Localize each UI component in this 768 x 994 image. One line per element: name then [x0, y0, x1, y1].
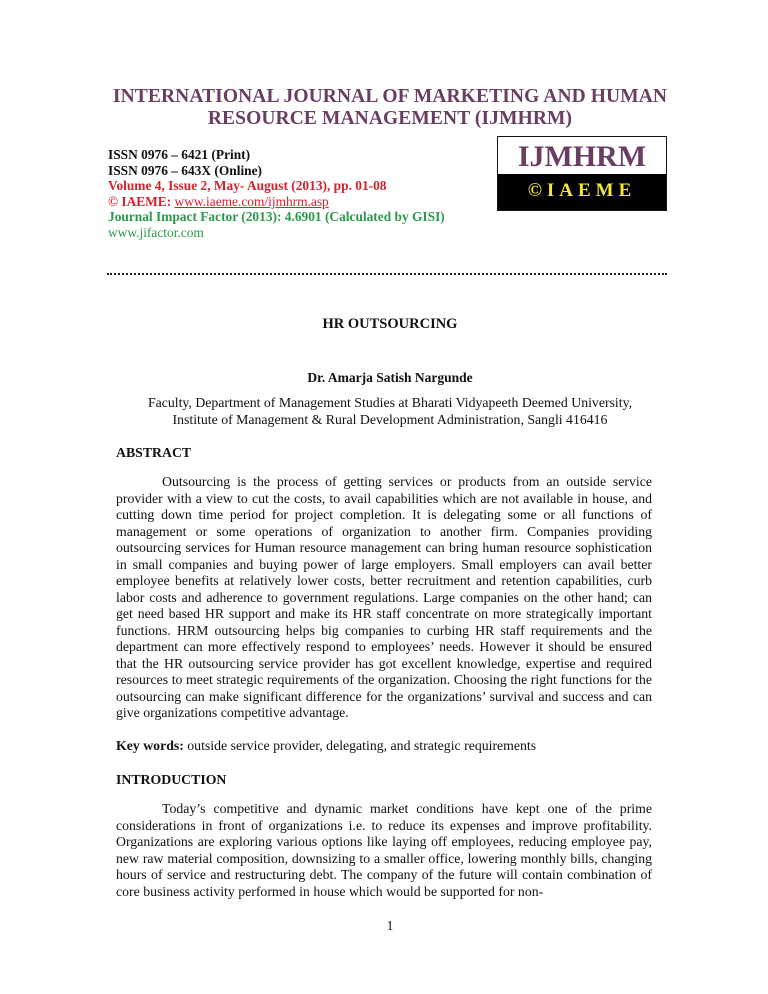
issn-print: ISSN 0976 – 6421 (Print): [108, 147, 251, 162]
journal-title-line2: RESOURCE MANAGEMENT (IJMHRM): [207, 108, 573, 129]
page-number: 1: [386, 918, 394, 933]
affiliation-line1: Faculty, Department of Management Studies at Bharati Vidyapeeth Deemed University,: [147, 395, 633, 410]
author-affiliation: [100, 395, 680, 428]
abstract-body: [116, 474, 652, 722]
author-name: Dr. Amarja Satish Nargunde: [307, 370, 473, 385]
journal-title: [100, 86, 680, 130]
keywords-label: Key words:: [116, 738, 184, 753]
journal-meta: [108, 147, 445, 241]
journal-title-line1: INTERNATIONAL JOURNAL OF MARKETING AND HUMAN: [112, 86, 668, 107]
keywords: [116, 738, 536, 754]
impact-factor-link[interactable]: www.jifactor.com: [108, 224, 204, 240]
publisher-link[interactable]: www.iaeme.com/ijmhrm.asp: [174, 193, 329, 209]
logo-journal-abbrev: IJMHRM: [498, 137, 666, 174]
impact-factor: Journal Impact Factor (2013): 4.6901 (Calculated by GISI): [108, 209, 445, 225]
introduction-body: [116, 801, 652, 900]
publisher-label: © IAEME:: [108, 193, 175, 209]
abstract-text: Outsourcing is the process of getting services or products from an outside service provider with a view to cut the costs, to avail capabilities which are not available in house, and cutting down time period for project completion. It is delegating some or all functions of management or some operations of organization to another firm. Companies providing outsourcing services for Human resource management can bring human resource sophistication in small companies and buying power of large employers. Small employers can avail better employee benefits at relatively lower costs, better recruitment and retention capabilities, curb labor costs and adherence to government regulations. Large companies on the other hand; can get need based HR support and make its HR staff concentrate on more strategically important functions. HRM outsourcing helps big companies to curbing HR staff requirements and the department can more effectively respond to employees’ needs. However it should be ensured that the HR outsourcing service provider has got excellent knowledge, expertise and required resources to meet strategic requirements of the organization. Choosing the right functions for the outsourcing can make significant difference for the organizations’ survival and success and can give organizations competitive advantage.: [116, 474, 652, 720]
volume-info: Volume 4, Issue 2, May- August (2013), pp. 01-08: [108, 178, 387, 194]
issn-online: ISSN 0976 – 643X (Online): [108, 162, 263, 178]
logo-publisher: ©IAEME: [498, 174, 666, 210]
journal-logo: [497, 136, 667, 211]
abstract-heading: ABSTRACT: [116, 445, 192, 460]
dotted-divider: [107, 273, 667, 275]
introduction-text: Today’s competitive and dynamic market conditions have kept one of the prime considerations in front of organizations i.e. to reduce its expenses and improve profitability. Organizations are exploring various options like laying off employees, reducing employee pay, new raw material composition, downsizing to a smaller office, lowering monthly bills, changing hours of service and restructuring debt. The company of the future will contain combination of core business activity performed in house which would be supported for non-: [116, 801, 652, 899]
affiliation-line2: Institute of Management & Rural Development Administration, Sangli 416416: [172, 411, 608, 427]
keywords-text: outside service provider, delegating, and strategic requirements: [183, 738, 537, 753]
publisher-line: [108, 194, 445, 210]
introduction-heading: INTRODUCTION: [116, 772, 227, 787]
paper-title: HR OUTSOURCING: [322, 316, 458, 332]
